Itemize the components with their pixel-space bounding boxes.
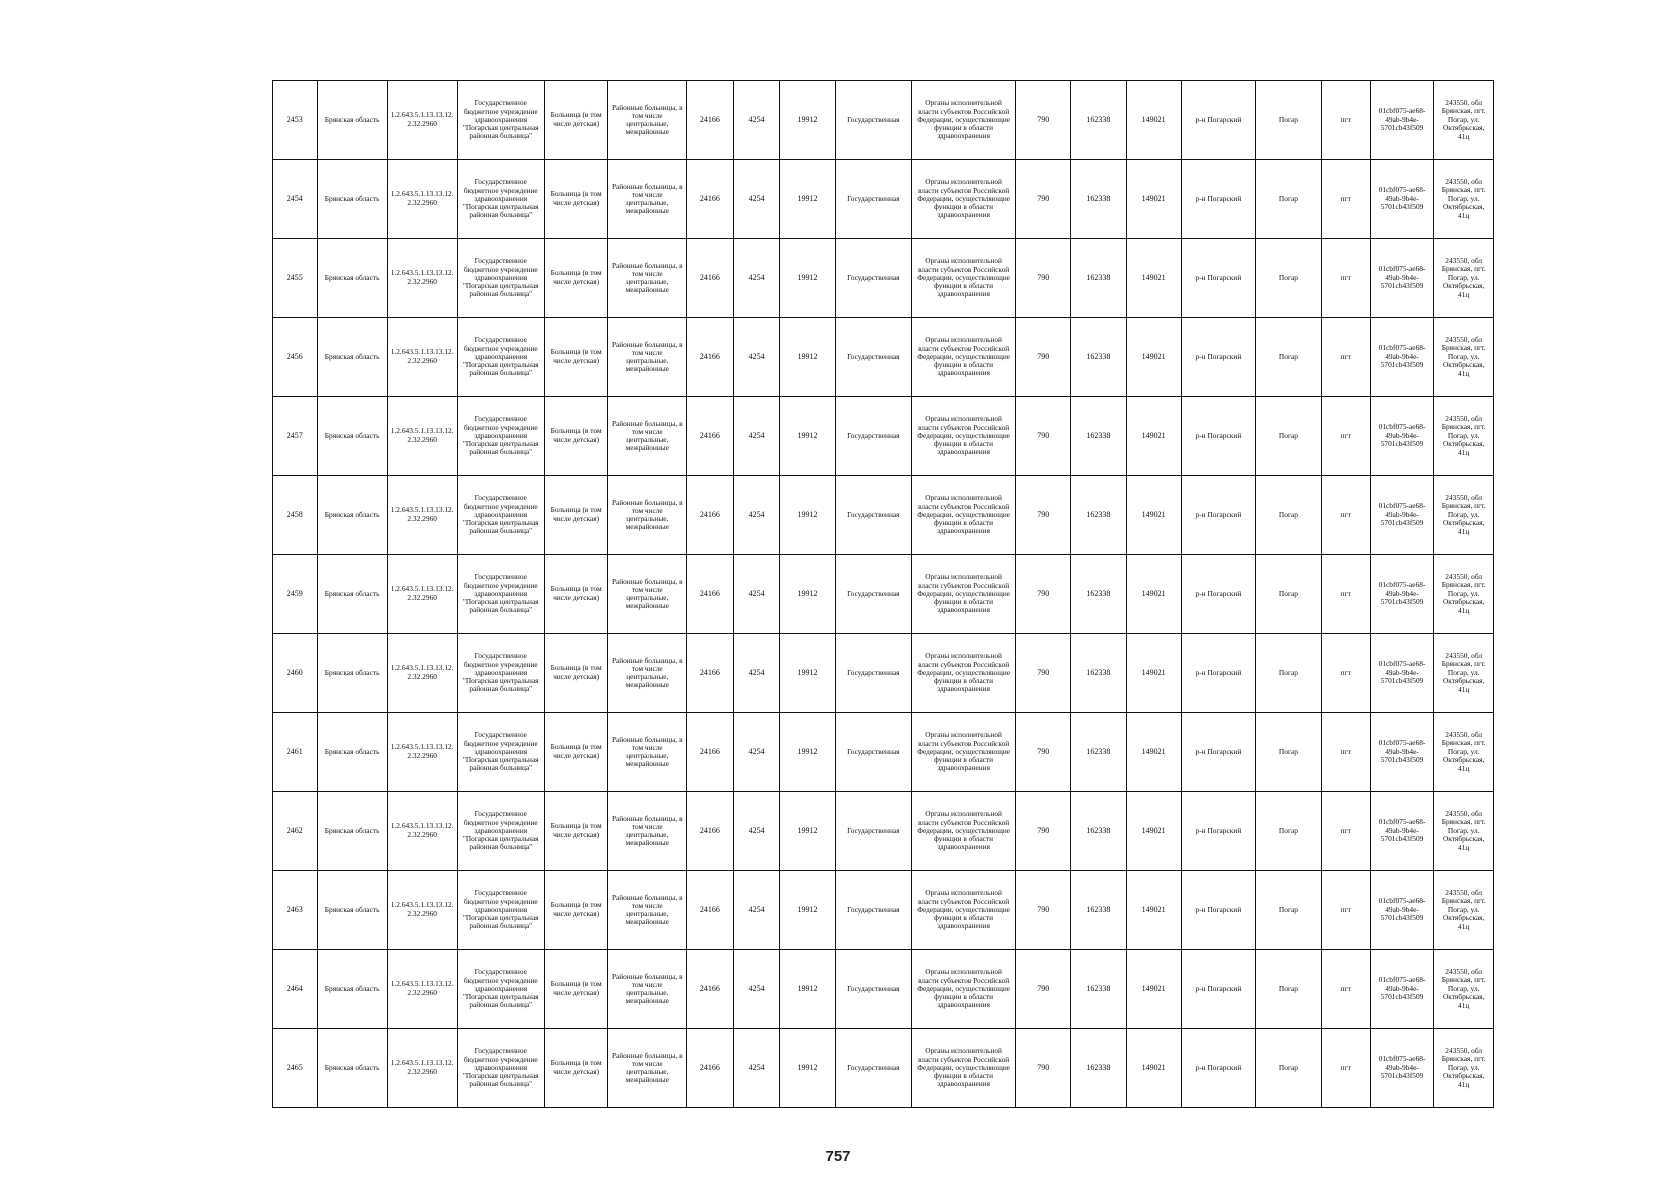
cell-ownership: Государственная bbox=[835, 792, 911, 871]
cell-settlement-type: пгт bbox=[1321, 476, 1370, 555]
cell-district: р-н Погарский bbox=[1181, 397, 1255, 476]
cell-type: Больница (в том числе детская) bbox=[544, 239, 608, 318]
cell-code: 1.2.643.5.1.13.13.12.2.32.2960 bbox=[387, 792, 457, 871]
cell-n4: 790 bbox=[1016, 871, 1071, 950]
cell-n4: 790 bbox=[1016, 81, 1071, 160]
cell-n1: 24166 bbox=[687, 397, 734, 476]
cell-n6: 149021 bbox=[1126, 397, 1181, 476]
cell-n1: 24166 bbox=[687, 871, 734, 950]
cell-n1: 24166 bbox=[687, 634, 734, 713]
cell-region: Брянская область bbox=[317, 397, 387, 476]
cell-n2: 4254 bbox=[733, 81, 780, 160]
cell-code: 1.2.643.5.1.13.13.12.2.32.2960 bbox=[387, 634, 457, 713]
cell-n1: 24166 bbox=[687, 1029, 734, 1108]
cell-n4: 790 bbox=[1016, 397, 1071, 476]
registry-table bbox=[272, 80, 1494, 1108]
cell-district: р-н Погарский bbox=[1181, 239, 1255, 318]
cell-n3: 19912 bbox=[780, 160, 835, 239]
cell-n1: 24166 bbox=[687, 950, 734, 1029]
cell-region: Брянская область bbox=[317, 476, 387, 555]
cell-subtype: Районные больницы, в том числе центральные, межрайонные bbox=[608, 555, 687, 634]
cell-ownership: Государственная bbox=[835, 950, 911, 1029]
cell-n2: 4254 bbox=[733, 1029, 780, 1108]
cell-ownership: Государственная bbox=[835, 871, 911, 950]
cell-n4: 790 bbox=[1016, 792, 1071, 871]
cell-ownership: Государственная bbox=[835, 713, 911, 792]
cell-n2: 4254 bbox=[733, 634, 780, 713]
cell-n2: 4254 bbox=[733, 318, 780, 397]
table-row bbox=[273, 1029, 1494, 1108]
cell-n3: 19912 bbox=[780, 555, 835, 634]
cell-address: 243550, обл Брянская, пгт. Погар, ул. Октябрьская, 41ц bbox=[1434, 1029, 1494, 1108]
table-row bbox=[273, 81, 1494, 160]
table-row bbox=[273, 871, 1494, 950]
cell-n3: 19912 bbox=[780, 1029, 835, 1108]
cell-subtype: Районные больницы, в том числе центральные, межрайонные bbox=[608, 871, 687, 950]
cell-n3: 19912 bbox=[780, 634, 835, 713]
cell-guid: 01cbf075-ae68-49ab-9b4e-5701cb43f509 bbox=[1370, 239, 1434, 318]
cell-address: 243550, обл Брянская, пгт. Погар, ул. Октябрьская, 41ц bbox=[1434, 792, 1494, 871]
cell-n2: 4254 bbox=[733, 950, 780, 1029]
cell-settlement-type: пгт bbox=[1321, 81, 1370, 160]
cell-type: Больница (в том числе детская) bbox=[544, 792, 608, 871]
table-row bbox=[273, 634, 1494, 713]
cell-n4: 790 bbox=[1016, 713, 1071, 792]
row-id: 2457 bbox=[273, 397, 318, 476]
cell-address: 243550, обл Брянская, пгт. Погар, ул. Октябрьская, 41ц bbox=[1434, 397, 1494, 476]
cell-n1: 24166 bbox=[687, 555, 734, 634]
cell-ownership: Государственная bbox=[835, 397, 911, 476]
cell-type: Больница (в том числе детская) bbox=[544, 397, 608, 476]
cell-authority: Органы исполнительной власти субъектов Российской Федерации, осуществляющие функции в области здравоохранения bbox=[912, 160, 1016, 239]
cell-guid: 01cbf075-ae68-49ab-9b4e-5701cb43f509 bbox=[1370, 397, 1434, 476]
row-id: 2459 bbox=[273, 555, 318, 634]
cell-type: Больница (в том числе детская) bbox=[544, 555, 608, 634]
cell-address: 243550, обл Брянская, пгт. Погар, ул. Октябрьская, 41ц bbox=[1434, 81, 1494, 160]
cell-settlement-type: пгт bbox=[1321, 713, 1370, 792]
cell-n3: 19912 bbox=[780, 318, 835, 397]
cell-n4: 790 bbox=[1016, 239, 1071, 318]
cell-name: Государственное бюджетное учреждение здравоохранения "Погарская центральная районная больница" bbox=[457, 1029, 544, 1108]
cell-settlement-type: пгт bbox=[1321, 792, 1370, 871]
cell-ownership: Государственная bbox=[835, 634, 911, 713]
cell-code: 1.2.643.5.1.13.13.12.2.32.2960 bbox=[387, 160, 457, 239]
cell-address: 243550, обл Брянская, пгт. Погар, ул. Октябрьская, 41ц bbox=[1434, 713, 1494, 792]
cell-guid: 01cbf075-ae68-49ab-9b4e-5701cb43f509 bbox=[1370, 318, 1434, 397]
cell-subtype: Районные больницы, в том числе центральные, межрайонные bbox=[608, 318, 687, 397]
cell-n6: 149021 bbox=[1126, 81, 1181, 160]
cell-n1: 24166 bbox=[687, 81, 734, 160]
cell-address: 243550, обл Брянская, пгт. Погар, ул. Октябрьская, 41ц bbox=[1434, 634, 1494, 713]
table-row bbox=[273, 160, 1494, 239]
cell-n6: 149021 bbox=[1126, 950, 1181, 1029]
row-id: 2462 bbox=[273, 792, 318, 871]
cell-name: Государственное бюджетное учреждение здравоохранения "Погарская центральная районная больница" bbox=[457, 713, 544, 792]
cell-district: р-н Погарский bbox=[1181, 555, 1255, 634]
cell-settlement-type: пгт bbox=[1321, 318, 1370, 397]
cell-subtype: Районные больницы, в том числе центральные, межрайонные bbox=[608, 792, 687, 871]
cell-subtype: Районные больницы, в том числе центральные, межрайонные bbox=[608, 81, 687, 160]
cell-code: 1.2.643.5.1.13.13.12.2.32.2960 bbox=[387, 81, 457, 160]
cell-n5: 162338 bbox=[1071, 792, 1126, 871]
cell-authority: Органы исполнительной власти субъектов Российской Федерации, осуществляющие функции в области здравоохранения bbox=[912, 1029, 1016, 1108]
row-id: 2460 bbox=[273, 634, 318, 713]
cell-settlement-type: пгт bbox=[1321, 555, 1370, 634]
table-row bbox=[273, 713, 1494, 792]
cell-settlement: Погар bbox=[1256, 634, 1322, 713]
cell-n2: 4254 bbox=[733, 476, 780, 555]
cell-name: Государственное бюджетное учреждение здравоохранения "Погарская центральная районная больница" bbox=[457, 476, 544, 555]
cell-settlement: Погар bbox=[1256, 792, 1322, 871]
cell-n1: 24166 bbox=[687, 476, 734, 555]
cell-authority: Органы исполнительной власти субъектов Российской Федерации, осуществляющие функции в области здравоохранения bbox=[912, 81, 1016, 160]
cell-address: 243550, обл Брянская, пгт. Погар, ул. Октябрьская, 41ц bbox=[1434, 239, 1494, 318]
cell-region: Брянская область bbox=[317, 555, 387, 634]
cell-n5: 162338 bbox=[1071, 239, 1126, 318]
cell-n3: 19912 bbox=[780, 792, 835, 871]
row-id: 2461 bbox=[273, 713, 318, 792]
cell-n5: 162338 bbox=[1071, 713, 1126, 792]
cell-settlement: Погар bbox=[1256, 81, 1322, 160]
cell-region: Брянская область bbox=[317, 318, 387, 397]
cell-name: Государственное бюджетное учреждение здравоохранения "Погарская центральная районная больница" bbox=[457, 555, 544, 634]
cell-name: Государственное бюджетное учреждение здравоохранения "Погарская центральная районная больница" bbox=[457, 160, 544, 239]
cell-subtype: Районные больницы, в том числе центральные, межрайонные bbox=[608, 476, 687, 555]
cell-n1: 24166 bbox=[687, 318, 734, 397]
cell-n5: 162338 bbox=[1071, 397, 1126, 476]
cell-district: р-н Погарский bbox=[1181, 950, 1255, 1029]
cell-guid: 01cbf075-ae68-49ab-9b4e-5701cb43f509 bbox=[1370, 555, 1434, 634]
cell-subtype: Районные больницы, в том числе центральные, межрайонные bbox=[608, 713, 687, 792]
cell-district: р-н Погарский bbox=[1181, 1029, 1255, 1108]
cell-subtype: Районные больницы, в том числе центральные, межрайонные bbox=[608, 160, 687, 239]
cell-n2: 4254 bbox=[733, 713, 780, 792]
cell-address: 243550, обл Брянская, пгт. Погар, ул. Октябрьская, 41ц bbox=[1434, 318, 1494, 397]
cell-n2: 4254 bbox=[733, 397, 780, 476]
cell-settlement: Погар bbox=[1256, 950, 1322, 1029]
cell-n4: 790 bbox=[1016, 476, 1071, 555]
cell-settlement: Погар bbox=[1256, 555, 1322, 634]
cell-n2: 4254 bbox=[733, 792, 780, 871]
cell-n3: 19912 bbox=[780, 476, 835, 555]
cell-settlement-type: пгт bbox=[1321, 239, 1370, 318]
cell-code: 1.2.643.5.1.13.13.12.2.32.2960 bbox=[387, 397, 457, 476]
cell-type: Больница (в том числе детская) bbox=[544, 713, 608, 792]
cell-type: Больница (в том числе детская) bbox=[544, 871, 608, 950]
cell-n3: 19912 bbox=[780, 871, 835, 950]
cell-n6: 149021 bbox=[1126, 555, 1181, 634]
cell-name: Государственное бюджетное учреждение здравоохранения "Погарская центральная районная больница" bbox=[457, 318, 544, 397]
cell-district: р-н Погарский bbox=[1181, 476, 1255, 555]
cell-n2: 4254 bbox=[733, 160, 780, 239]
cell-n6: 149021 bbox=[1126, 318, 1181, 397]
table-body bbox=[273, 81, 1494, 1108]
cell-type: Больница (в том числе детская) bbox=[544, 1029, 608, 1108]
cell-type: Больница (в том числе детская) bbox=[544, 318, 608, 397]
cell-address: 243550, обл Брянская, пгт. Погар, ул. Октябрьская, 41ц bbox=[1434, 871, 1494, 950]
cell-region: Брянская область bbox=[317, 239, 387, 318]
cell-settlement: Погар bbox=[1256, 476, 1322, 555]
cell-guid: 01cbf075-ae68-49ab-9b4e-5701cb43f509 bbox=[1370, 1029, 1434, 1108]
cell-region: Брянская область bbox=[317, 871, 387, 950]
cell-settlement: Погар bbox=[1256, 239, 1322, 318]
cell-guid: 01cbf075-ae68-49ab-9b4e-5701cb43f509 bbox=[1370, 950, 1434, 1029]
cell-settlement: Погар bbox=[1256, 1029, 1322, 1108]
cell-address: 243550, обл Брянская, пгт. Погар, ул. Октябрьская, 41ц bbox=[1434, 160, 1494, 239]
page-number: 757 bbox=[825, 1148, 851, 1165]
row-id: 2463 bbox=[273, 871, 318, 950]
cell-guid: 01cbf075-ae68-49ab-9b4e-5701cb43f509 bbox=[1370, 634, 1434, 713]
cell-settlement: Погар bbox=[1256, 318, 1322, 397]
cell-settlement-type: пгт bbox=[1321, 634, 1370, 713]
row-id: 2453 bbox=[273, 81, 318, 160]
cell-region: Брянская область bbox=[317, 634, 387, 713]
cell-guid: 01cbf075-ae68-49ab-9b4e-5701cb43f509 bbox=[1370, 81, 1434, 160]
cell-settlement: Погар bbox=[1256, 397, 1322, 476]
cell-n1: 24166 bbox=[687, 160, 734, 239]
cell-code: 1.2.643.5.1.13.13.12.2.32.2960 bbox=[387, 318, 457, 397]
row-id: 2464 bbox=[273, 950, 318, 1029]
cell-settlement-type: пгт bbox=[1321, 397, 1370, 476]
cell-n5: 162338 bbox=[1071, 318, 1126, 397]
cell-district: р-н Погарский bbox=[1181, 81, 1255, 160]
table-row bbox=[273, 397, 1494, 476]
cell-n4: 790 bbox=[1016, 160, 1071, 239]
cell-code: 1.2.643.5.1.13.13.12.2.32.2960 bbox=[387, 239, 457, 318]
cell-n5: 162338 bbox=[1071, 1029, 1126, 1108]
cell-name: Государственное бюджетное учреждение здравоохранения "Погарская центральная районная больница" bbox=[457, 81, 544, 160]
cell-subtype: Районные больницы, в том числе центральные, межрайонные bbox=[608, 634, 687, 713]
cell-settlement-type: пгт bbox=[1321, 160, 1370, 239]
cell-district: р-н Погарский bbox=[1181, 634, 1255, 713]
cell-n5: 162338 bbox=[1071, 476, 1126, 555]
cell-n5: 162338 bbox=[1071, 634, 1126, 713]
cell-authority: Органы исполнительной власти субъектов Российской Федерации, осуществляющие функции в области здравоохранения bbox=[912, 634, 1016, 713]
row-id: 2455 bbox=[273, 239, 318, 318]
cell-n4: 790 bbox=[1016, 1029, 1071, 1108]
cell-ownership: Государственная bbox=[835, 476, 911, 555]
cell-type: Больница (в том числе детская) bbox=[544, 476, 608, 555]
cell-settlement-type: пгт bbox=[1321, 1029, 1370, 1108]
cell-authority: Органы исполнительной власти субъектов Российской Федерации, осуществляющие функции в области здравоохранения bbox=[912, 318, 1016, 397]
cell-authority: Органы исполнительной власти субъектов Российской Федерации, осуществляющие функции в области здравоохранения bbox=[912, 397, 1016, 476]
cell-ownership: Государственная bbox=[835, 1029, 911, 1108]
cell-n6: 149021 bbox=[1126, 476, 1181, 555]
cell-type: Больница (в том числе детская) bbox=[544, 81, 608, 160]
cell-settlement: Погар bbox=[1256, 713, 1322, 792]
cell-type: Больница (в том числе детская) bbox=[544, 950, 608, 1029]
cell-n4: 790 bbox=[1016, 555, 1071, 634]
cell-n1: 24166 bbox=[687, 239, 734, 318]
cell-n4: 790 bbox=[1016, 950, 1071, 1029]
cell-name: Государственное бюджетное учреждение здравоохранения "Погарская центральная районная больница" bbox=[457, 950, 544, 1029]
cell-n3: 19912 bbox=[780, 713, 835, 792]
cell-region: Брянская область bbox=[317, 160, 387, 239]
cell-ownership: Государственная bbox=[835, 81, 911, 160]
cell-guid: 01cbf075-ae68-49ab-9b4e-5701cb43f509 bbox=[1370, 476, 1434, 555]
cell-type: Больница (в том числе детская) bbox=[544, 634, 608, 713]
cell-subtype: Районные больницы, в том числе центральные, межрайонные bbox=[608, 239, 687, 318]
cell-n3: 19912 bbox=[780, 81, 835, 160]
cell-name: Государственное бюджетное учреждение здравоохранения "Погарская центральная районная больница" bbox=[457, 397, 544, 476]
cell-address: 243550, обл Брянская, пгт. Погар, ул. Октябрьская, 41ц bbox=[1434, 476, 1494, 555]
cell-name: Государственное бюджетное учреждение здравоохранения "Погарская центральная районная больница" bbox=[457, 871, 544, 950]
registry-sheet bbox=[272, 80, 1494, 1115]
row-id: 2465 bbox=[273, 1029, 318, 1108]
cell-n5: 162338 bbox=[1071, 81, 1126, 160]
table-row bbox=[273, 950, 1494, 1029]
cell-n3: 19912 bbox=[780, 397, 835, 476]
row-id: 2454 bbox=[273, 160, 318, 239]
cell-authority: Органы исполнительной власти субъектов Российской Федерации, осуществляющие функции в области здравоохранения bbox=[912, 239, 1016, 318]
cell-n6: 149021 bbox=[1126, 713, 1181, 792]
table-row bbox=[273, 239, 1494, 318]
cell-n4: 790 bbox=[1016, 318, 1071, 397]
cell-n6: 149021 bbox=[1126, 239, 1181, 318]
cell-n2: 4254 bbox=[733, 555, 780, 634]
cell-authority: Органы исполнительной власти субъектов Российской Федерации, осуществляющие функции в области здравоохранения bbox=[912, 476, 1016, 555]
cell-district: р-н Погарский bbox=[1181, 871, 1255, 950]
cell-address: 243550, обл Брянская, пгт. Погар, ул. Октябрьская, 41ц bbox=[1434, 555, 1494, 634]
cell-authority: Органы исполнительной власти субъектов Российской Федерации, осуществляющие функции в области здравоохранения bbox=[912, 950, 1016, 1029]
cell-code: 1.2.643.5.1.13.13.12.2.32.2960 bbox=[387, 555, 457, 634]
cell-region: Брянская область bbox=[317, 713, 387, 792]
cell-authority: Органы исполнительной власти субъектов Российской Федерации, осуществляющие функции в области здравоохранения bbox=[912, 713, 1016, 792]
cell-code: 1.2.643.5.1.13.13.12.2.32.2960 bbox=[387, 1029, 457, 1108]
cell-settlement-type: пгт bbox=[1321, 950, 1370, 1029]
table-row bbox=[273, 476, 1494, 555]
cell-n1: 24166 bbox=[687, 792, 734, 871]
cell-n5: 162338 bbox=[1071, 871, 1126, 950]
cell-name: Государственное бюджетное учреждение здравоохранения "Погарская центральная районная больница" bbox=[457, 792, 544, 871]
cell-region: Брянская область bbox=[317, 950, 387, 1029]
cell-ownership: Государственная bbox=[835, 318, 911, 397]
cell-n4: 790 bbox=[1016, 634, 1071, 713]
cell-region: Брянская область bbox=[317, 1029, 387, 1108]
cell-guid: 01cbf075-ae68-49ab-9b4e-5701cb43f509 bbox=[1370, 792, 1434, 871]
cell-n6: 149021 bbox=[1126, 160, 1181, 239]
cell-code: 1.2.643.5.1.13.13.12.2.32.2960 bbox=[387, 713, 457, 792]
cell-name: Государственное бюджетное учреждение здравоохранения "Погарская центральная районная больница" bbox=[457, 634, 544, 713]
cell-guid: 01cbf075-ae68-49ab-9b4e-5701cb43f509 bbox=[1370, 160, 1434, 239]
cell-subtype: Районные больницы, в том числе центральные, межрайонные bbox=[608, 1029, 687, 1108]
table-row bbox=[273, 318, 1494, 397]
cell-ownership: Государственная bbox=[835, 555, 911, 634]
cell-guid: 01cbf075-ae68-49ab-9b4e-5701cb43f509 bbox=[1370, 713, 1434, 792]
cell-authority: Органы исполнительной власти субъектов Российской Федерации, осуществляющие функции в области здравоохранения bbox=[912, 871, 1016, 950]
cell-type: Больница (в том числе детская) bbox=[544, 160, 608, 239]
cell-authority: Органы исполнительной власти субъектов Российской Федерации, осуществляющие функции в области здравоохранения bbox=[912, 792, 1016, 871]
cell-n3: 19912 bbox=[780, 950, 835, 1029]
cell-region: Брянская область bbox=[317, 792, 387, 871]
cell-guid: 01cbf075-ae68-49ab-9b4e-5701cb43f509 bbox=[1370, 871, 1434, 950]
cell-code: 1.2.643.5.1.13.13.12.2.32.2960 bbox=[387, 950, 457, 1029]
cell-n3: 19912 bbox=[780, 239, 835, 318]
cell-n5: 162338 bbox=[1071, 555, 1126, 634]
cell-n6: 149021 bbox=[1126, 634, 1181, 713]
row-id: 2458 bbox=[273, 476, 318, 555]
cell-subtype: Районные больницы, в том числе центральные, межрайонные bbox=[608, 397, 687, 476]
cell-n6: 149021 bbox=[1126, 1029, 1181, 1108]
cell-n2: 4254 bbox=[733, 871, 780, 950]
cell-settlement: Погар bbox=[1256, 871, 1322, 950]
cell-code: 1.2.643.5.1.13.13.12.2.32.2960 bbox=[387, 476, 457, 555]
cell-n2: 4254 bbox=[733, 239, 780, 318]
cell-n6: 149021 bbox=[1126, 871, 1181, 950]
cell-authority: Органы исполнительной власти субъектов Российской Федерации, осуществляющие функции в области здравоохранения bbox=[912, 555, 1016, 634]
cell-ownership: Государственная bbox=[835, 239, 911, 318]
cell-district: р-н Погарский bbox=[1181, 792, 1255, 871]
table-row bbox=[273, 555, 1494, 634]
cell-address: 243550, обл Брянская, пгт. Погар, ул. Октябрьская, 41ц bbox=[1434, 950, 1494, 1029]
cell-code: 1.2.643.5.1.13.13.12.2.32.2960 bbox=[387, 871, 457, 950]
cell-district: р-н Погарский bbox=[1181, 318, 1255, 397]
cell-district: р-н Погарский bbox=[1181, 713, 1255, 792]
cell-n1: 24166 bbox=[687, 713, 734, 792]
cell-name: Государственное бюджетное учреждение здравоохранения "Погарская центральная районная больница" bbox=[457, 239, 544, 318]
cell-settlement-type: пгт bbox=[1321, 871, 1370, 950]
cell-subtype: Районные больницы, в том числе центральные, межрайонные bbox=[608, 950, 687, 1029]
cell-n5: 162338 bbox=[1071, 160, 1126, 239]
cell-ownership: Государственная bbox=[835, 160, 911, 239]
row-id: 2456 bbox=[273, 318, 318, 397]
cell-n5: 162338 bbox=[1071, 950, 1126, 1029]
cell-n6: 149021 bbox=[1126, 792, 1181, 871]
table-row bbox=[273, 792, 1494, 871]
cell-region: Брянская область bbox=[317, 81, 387, 160]
cell-district: р-н Погарский bbox=[1181, 160, 1255, 239]
cell-settlement: Погар bbox=[1256, 160, 1322, 239]
